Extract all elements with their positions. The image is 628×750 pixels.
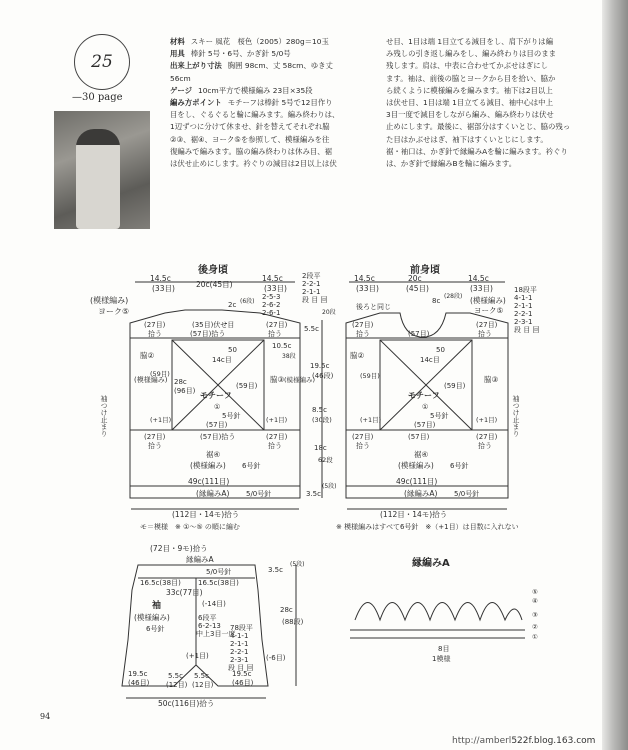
back-dim-text: (30段) — [312, 416, 332, 424]
front-label: 脇② — [350, 351, 365, 360]
back-dim-text: 14.5c — [150, 274, 171, 283]
back-pick: 拾う — [268, 330, 282, 338]
sleeve-dim-text: 19.5c — [232, 670, 252, 678]
edging-row-num: ③ — [532, 611, 538, 619]
front-motif: ① — [422, 403, 429, 411]
front-motif: モチーフ — [408, 391, 440, 400]
front-pick: (+1目) — [360, 416, 382, 424]
sleeve-dim-text: 50c(116目)拾う — [158, 699, 215, 708]
back-pick: (57目) — [206, 421, 228, 429]
front-label: 5/0号針 — [454, 490, 480, 498]
front-dim-text: 50 — [436, 346, 445, 354]
back-pick: (57目)拾う — [190, 330, 226, 338]
front-pick: 拾う — [356, 330, 370, 338]
sleeve-shaping: 4-1-1 — [230, 632, 249, 640]
edging-chart — [355, 603, 522, 621]
back-note: モ＝模様 ※ ①〜⑤ の順に編む — [140, 523, 240, 531]
sleeve-dim-text: (72目・9モ)拾う — [150, 544, 208, 553]
instruction-line: 裾・袖口は、かぎ針で縁編みAを輪に編みます。衿ぐり — [386, 146, 568, 156]
sleeve-dim-text: 19.5c — [128, 670, 148, 678]
front-shaping: 2-1-1 — [514, 302, 533, 310]
instruction-line: ら続くように模様編みを編みます。袖下は2目以上 — [386, 85, 553, 95]
front-label: 裾④ — [414, 450, 429, 459]
back-dim-text: 8.5c — [312, 406, 327, 414]
back-label: (59目) — [150, 370, 170, 378]
sleeve-title: 袖 — [152, 601, 162, 611]
sleeve-dim-text: (+1目) — [186, 652, 209, 660]
front-label: ヨーク⑤ — [474, 306, 504, 315]
front-pick: (27目) — [352, 321, 374, 329]
back-dim-text: 62段 — [318, 456, 333, 464]
back-shaping: 2-6-2 — [262, 301, 281, 309]
front-pick: (+1目) — [476, 416, 498, 424]
back-dim-text: 5.5c — [304, 325, 319, 333]
front-shaping: 18段平 — [514, 286, 537, 294]
spec-label: 材料 — [170, 37, 185, 46]
back-pick: 拾う — [268, 442, 282, 450]
instruction-line: 1辺ずつに分けて休ませ、針を替えてそれぞれ脇 — [170, 122, 330, 132]
front-pick: 拾う — [478, 442, 492, 450]
front-dim-text: (59目) — [444, 382, 466, 390]
spec-value: モチーフは棒針 5号で12目作り — [227, 98, 333, 108]
back-dim-text: 28c — [174, 378, 187, 386]
front-dim-text: 14c目 — [420, 356, 440, 364]
instruction-line: 残します。肩は、中表に合わせてかぶせはぎにし — [386, 61, 549, 71]
spec-label: ゲージ — [170, 85, 193, 95]
back-pick: (57目)拾う — [200, 433, 236, 441]
sleeve-dim-text: (46目) — [232, 679, 254, 687]
back-dim-text: 18c — [314, 444, 327, 452]
instruction-line: せ目、1目は端 1目立てる減目をし、肩下がりは編 — [386, 37, 553, 46]
front-label: (模様編み) — [398, 461, 434, 470]
back-label: (模様編み) — [284, 376, 316, 384]
sleeve-dim-text: 33c(77目) — [166, 588, 203, 597]
back-label: (模様編み) — [90, 296, 129, 305]
edging-row-num: ④ — [532, 597, 538, 605]
instruction-line: ます。袖は、前後の脇とヨークから目を拾い、脇か — [386, 73, 556, 83]
front-dim-text: 14.5c — [468, 274, 489, 283]
back-label: 6号針 — [242, 462, 261, 470]
front-dim-text: 8c — [432, 297, 441, 305]
back-dim-text: 10.5c — [272, 342, 292, 350]
front-label: (模様編み) — [470, 296, 506, 305]
front-dim-text: 49c(111目) — [396, 477, 438, 486]
back-dim-text: 38段 — [282, 353, 296, 360]
back-dim-text: (5段) — [322, 483, 337, 490]
front-dim-text: (112目・14モ)拾う — [380, 510, 448, 519]
back-title: 後身頃 — [198, 265, 228, 276]
back-dim-text: 2c — [228, 301, 237, 309]
front-pick: (57目) — [414, 421, 436, 429]
sleeve-dim-text: (46目) — [128, 679, 150, 687]
spec-label: 用具 — [170, 49, 185, 59]
instruction-line: 目をし、ぐるぐると輪に編みます。編み終わりは、 — [170, 110, 340, 120]
back-dim-text: (96目) — [174, 387, 196, 395]
back-shaping: 段 目 回 — [302, 296, 328, 304]
front-motif: 5号針 — [430, 412, 449, 420]
back-motif: モチーフ — [200, 391, 232, 400]
sleeve-dim-text: (12目) — [192, 681, 214, 689]
back-pick: 拾う — [148, 330, 162, 338]
back-label: ヨーク⑤ — [98, 307, 130, 316]
back-dim-text: (33目) — [152, 284, 175, 293]
front-pick: (57目) — [408, 433, 430, 441]
back-shaping: 2-5-3 — [262, 293, 281, 301]
back-label: (縁編みA) — [196, 489, 230, 498]
front-dim-text: 14.5c — [354, 274, 375, 283]
instruction-line: た目はかぶせはぎ、袖下はすくいとじにします。 — [386, 134, 548, 144]
sleeve-dim-text: 28c — [280, 606, 293, 614]
front-pick: (27目) — [352, 433, 374, 441]
back-dim-text: (59目) — [236, 382, 258, 390]
spec-value: 胸囲 98cm、丈 58cm、ゆき丈 — [227, 61, 333, 71]
back-pick: (27目) — [266, 321, 288, 329]
front-label: 6号針 — [450, 462, 469, 470]
pattern-number: 25 — [74, 34, 130, 90]
front-label: 袖つけ止まり — [512, 395, 520, 437]
sleeve-dim-text: (-14目) — [202, 600, 226, 608]
front-dim-text: (33目) — [470, 284, 493, 293]
spec-value: 56cm — [170, 73, 191, 83]
back-pick: (+1目) — [150, 416, 172, 424]
sleeve-label: 6号針 — [146, 625, 165, 633]
back-shaping: 2-1-1 — [302, 288, 321, 296]
front-label: 後ろと同じ — [356, 303, 391, 311]
instruction-line: 復編みで編みます。脇の編み終わりは休み目、裾 — [170, 146, 333, 156]
front-title: 前身頃 — [410, 265, 440, 276]
front-pick: 拾う — [478, 330, 492, 338]
back-dim-text: (46段) — [312, 372, 334, 380]
back-pick: (27目) — [144, 433, 166, 441]
front-shaping: 4-1-1 — [514, 294, 533, 302]
instruction-line: 止めにします。最後に、裾部分はすくいとじ、脇の残っ — [386, 122, 571, 132]
front-shaping: 2-2-1 — [514, 310, 533, 318]
edging-row-num: ⑤ — [532, 588, 538, 596]
front-shaping: 段 目 回 — [514, 326, 540, 334]
back-pick: 拾う — [148, 442, 162, 450]
spec-label: 出来上がり寸法 — [170, 61, 222, 71]
back-dim-text: 19.5c — [310, 362, 330, 370]
sleeve-dim-text: 3.5c — [268, 566, 283, 574]
edging-repeat: 8目 — [438, 645, 450, 653]
edging-row-num: ① — [532, 633, 538, 641]
sleeve-shaping: 段 目 回 — [228, 664, 254, 672]
front-pick: (27目) — [476, 321, 498, 329]
sleeve-dim-text: (88段) — [282, 618, 304, 626]
watermark-prefix: http://amberl — [452, 736, 512, 746]
sleeve-label: (模様編み) — [134, 613, 170, 622]
front-dim-text: (59目) — [360, 372, 380, 380]
page-number: 94 — [40, 712, 51, 721]
back-shaping: 2-2-1 — [302, 280, 321, 288]
edging-row-num: ② — [532, 623, 538, 631]
instruction-line: は伏せ目、1目は端 1目立てる減目、袖中心は中上 — [386, 98, 553, 108]
back-pick: (+1目) — [266, 416, 288, 424]
back-dim-text: 3.5c — [306, 490, 321, 498]
back-label: (模様編み) — [190, 461, 226, 470]
back-pick: (27目) — [144, 321, 166, 329]
sleeve-shaping: 2-2-1 — [230, 648, 249, 656]
back-dim-text: 49c(111目) — [188, 477, 230, 486]
sleeve-dim-text: 5.5c — [194, 672, 209, 680]
sleeve-dim-text: 16.5c(38目) — [140, 579, 181, 587]
back-dim-text: (33目) — [264, 284, 287, 293]
sleeve-shaping: 6-2-13 — [198, 622, 221, 630]
front-note: ※ 模様編みはすべて6号針 ※（+1目）は目数に入れない — [336, 523, 519, 531]
watermark — [452, 736, 595, 746]
back-dim-text: 14c目 — [212, 356, 232, 364]
back-shaping: 2-6-1 — [262, 309, 281, 317]
back-label: (模様編み) — [134, 376, 168, 384]
back-label: 裾④ — [206, 450, 221, 459]
sleeve-shaping: 2-1-1 — [230, 640, 249, 648]
back-label: 脇② — [140, 351, 155, 360]
front-dim-text: (28段) — [444, 293, 463, 300]
sleeve-dim-text: (12目) — [166, 681, 188, 689]
sleeve-shaping: 6段平 — [198, 614, 217, 622]
back-pick: (35目)伏せ目 — [192, 321, 235, 329]
sleeve-shaping: 中上3目一度 — [196, 630, 236, 638]
back-dim-text: (6段) — [240, 298, 255, 305]
edging-repeat-label: 1模様 — [432, 655, 451, 663]
back-motif: ① — [214, 403, 221, 411]
instruction-line: ②③、裾④、ヨーク⑤を参照して、模様編みを往 — [170, 134, 330, 144]
back-dim-text: (112目・14モ)拾う — [172, 510, 240, 519]
spec-value: 10cm平方で模様編み 23目×35段 — [198, 85, 313, 95]
back-dim-text: 20段 — [322, 309, 336, 316]
sleeve-label: 5/0号針 — [206, 568, 232, 576]
spec-value: スキー 風花 桜色（2005）280g＝10玉 — [190, 37, 329, 46]
page-reference: —30 page — [72, 92, 123, 103]
front-label: 脇③ — [484, 375, 499, 384]
front-pick: 拾う — [356, 442, 370, 450]
sleeve-dim-text: 16.5c(38目) — [198, 579, 239, 587]
sleeve-dim-text: (-6目) — [266, 654, 286, 662]
spec-label: 編み方ポイント — [170, 98, 222, 108]
front-dim-text: (45目) — [406, 284, 429, 293]
instruction-line: み残しの引き返し編みをし、編み終わりは目のまま — [386, 49, 556, 59]
instruction-line: は伏せ止めにします。衿ぐりの減目は2目以上は伏 — [170, 159, 337, 169]
sleeve-shaping: 2-3-1 — [230, 656, 249, 664]
sleeve-dim-text: 5.5c — [168, 672, 183, 680]
back-label: 5/0号針 — [246, 490, 272, 498]
back-label: 袖つけ止まり — [100, 395, 108, 437]
back-label: 脇③ — [270, 375, 285, 384]
front-shaping: 2-3-1 — [514, 318, 533, 326]
front-pick: (57目) — [408, 330, 430, 338]
watermark-text: 522f.blog.163.com — [511, 736, 596, 746]
back-shaping: 2段平 — [302, 272, 321, 280]
instruction-line: は、かぎ針で縁編みBを輪に編みます。 — [386, 159, 517, 169]
back-motif: 5号針 — [222, 412, 241, 420]
back-dim-text: 14.5c — [262, 274, 283, 283]
front-label: (縁編みA) — [404, 489, 438, 498]
instruction-line: 3目一度で減目をしながら編み、編み終わりは伏せ — [386, 110, 554, 120]
sleeve-shaping: 78段平 — [230, 624, 253, 632]
sleeve-label: 縁編みA — [186, 555, 214, 564]
front-dim-text: (33目) — [356, 284, 379, 293]
edging-title: 縁編みA — [412, 558, 450, 569]
back-dim-text: 20c(45目) — [196, 280, 233, 289]
sleeve-dim-text: (5段) — [290, 561, 305, 568]
front-dim-text: 20c — [408, 274, 422, 283]
spec-value: 棒針 5号・6号、かぎ針 5/0号 — [190, 49, 291, 59]
back-dim-text: 50 — [228, 346, 237, 354]
front-pick: (27目) — [476, 433, 498, 441]
back-pick: (27目) — [266, 433, 288, 441]
